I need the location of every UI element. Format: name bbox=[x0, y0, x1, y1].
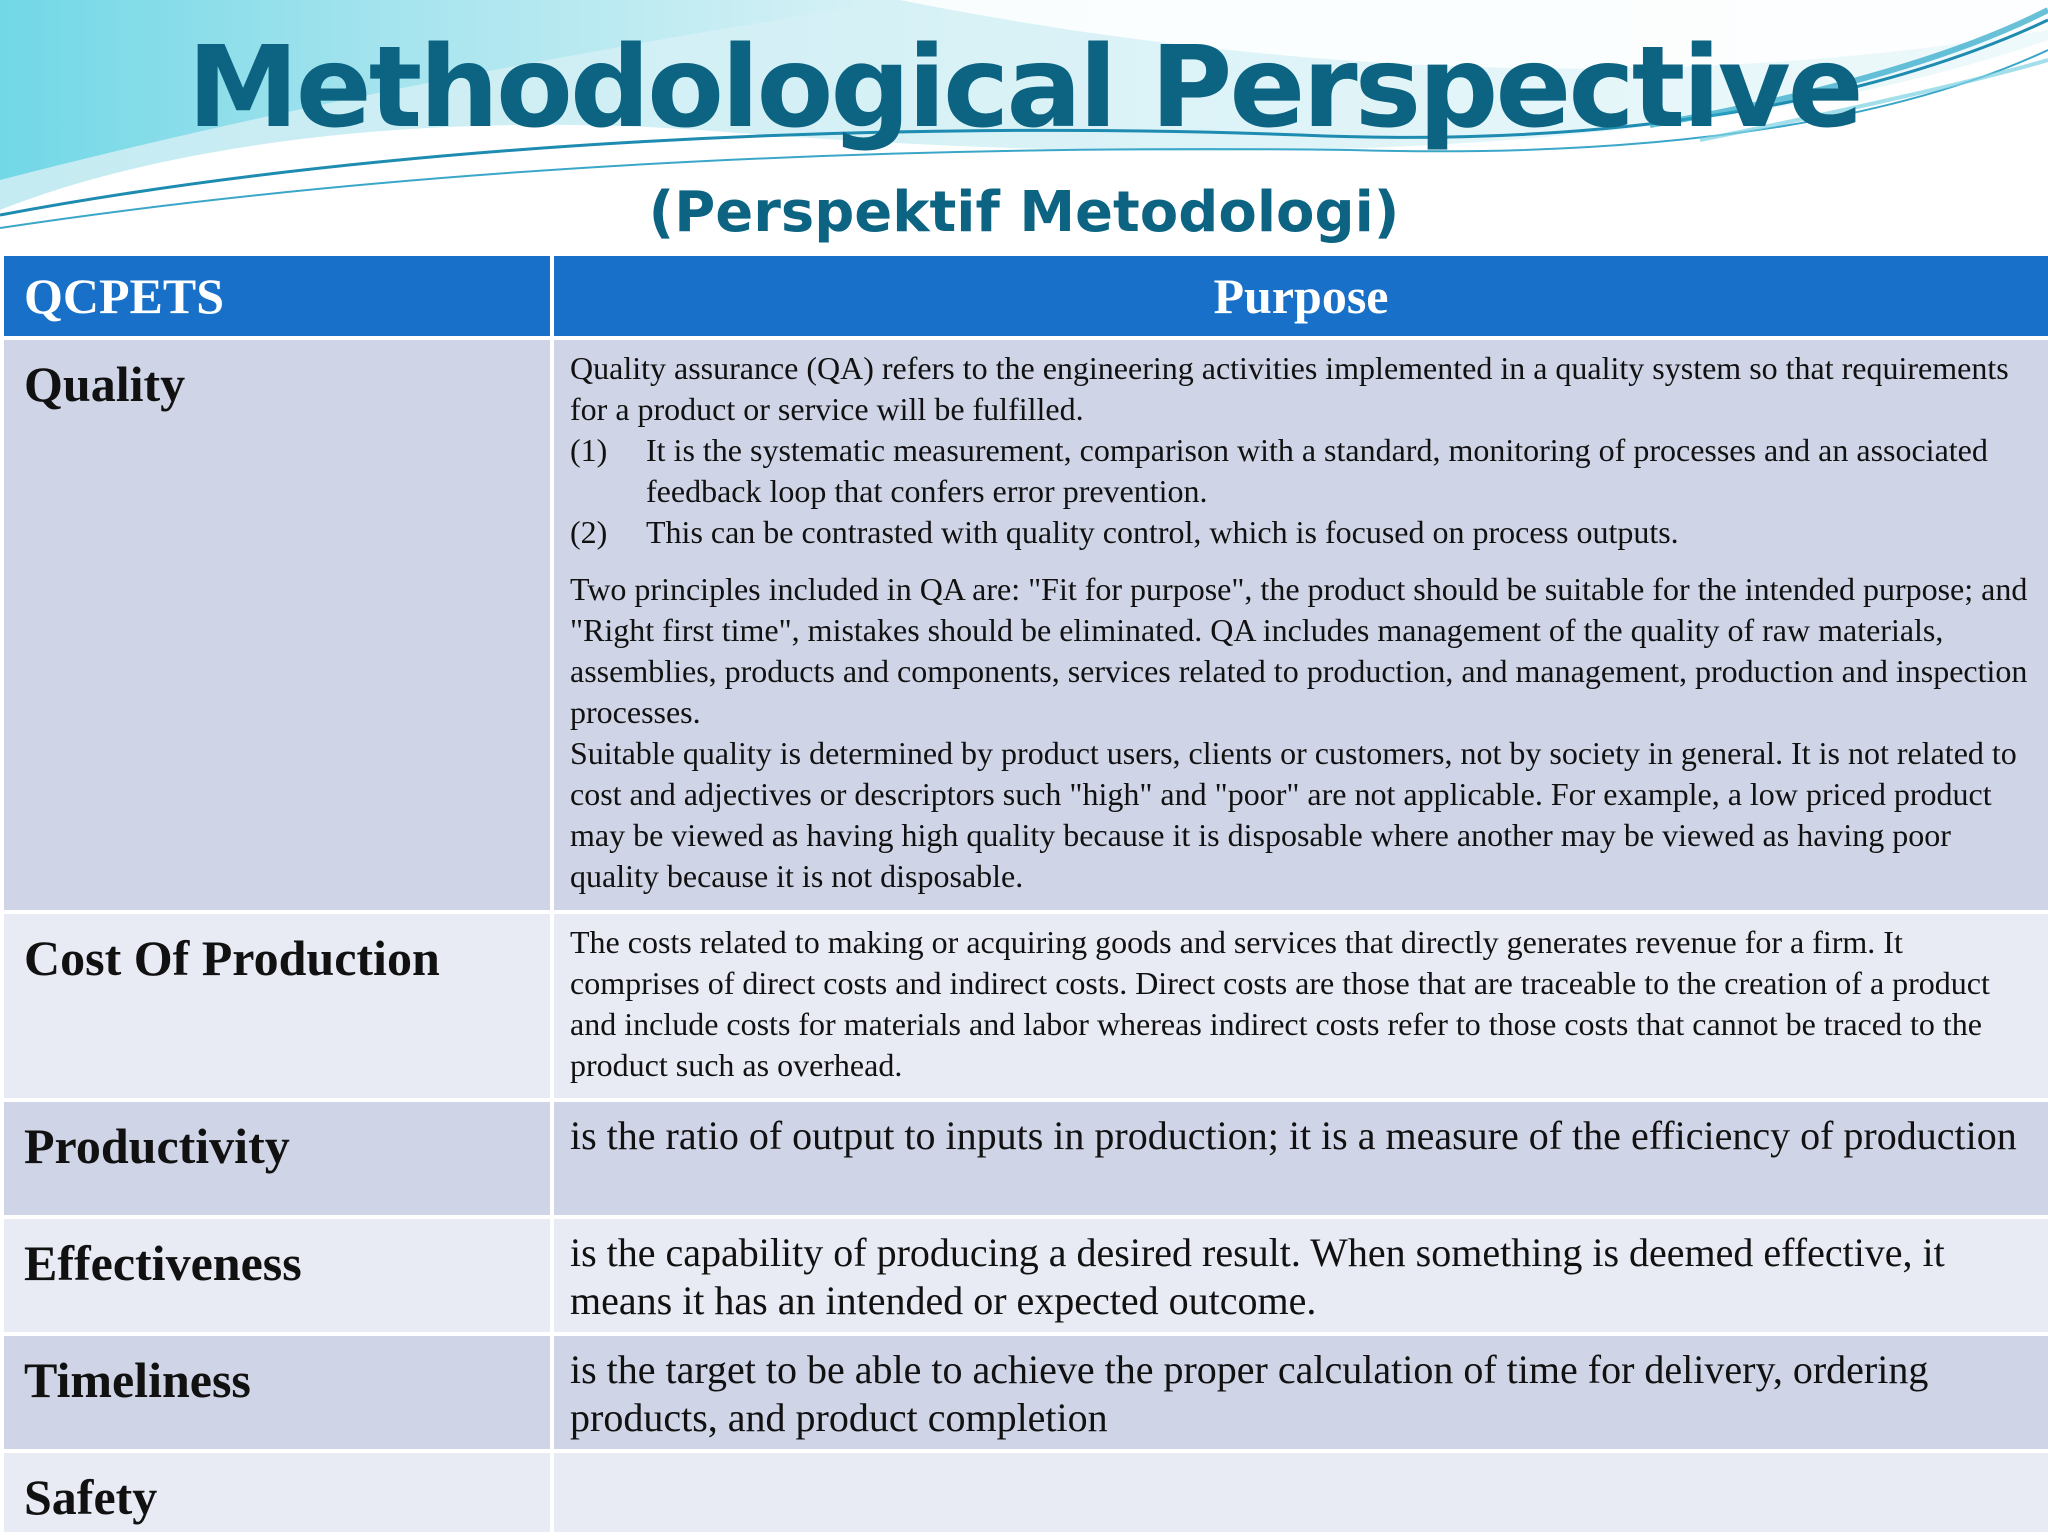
table-row-effectiveness bbox=[2, 1217, 2048, 1334]
purpose-quality bbox=[552, 338, 2048, 912]
purpose-effectiveness: is the capability of producing a desired result. When something is deemed effective, it means it has an intended or expected outcome. bbox=[552, 1217, 2048, 1334]
term-productivity: Productivity bbox=[2, 1100, 552, 1217]
list-item bbox=[570, 430, 2028, 512]
purpose-timeliness: is the target to be able to achieve the proper calculation of time for delivery, ordering products, and product completion bbox=[552, 1334, 2048, 1451]
table-header-row bbox=[2, 254, 2048, 338]
slide-subtitle: (Perspektif Metodologi) bbox=[648, 180, 1400, 245]
term-quality: Quality bbox=[2, 338, 552, 912]
list-item bbox=[570, 512, 2028, 553]
qcpets-table bbox=[0, 252, 2048, 1536]
term-cost-of-production: Cost Of Production bbox=[2, 912, 552, 1100]
point-text: It is the systematic measurement, comparison with a standard, monitoring of processes and an associated feedback loop that confers error prevention. bbox=[646, 432, 1988, 509]
term-effectiveness: Effectiveness bbox=[2, 1217, 552, 1334]
purpose-cost-of-production: The costs related to making or acquiring goods and services that directly generates revenue for a firm. It comprises of direct costs and indirect costs. Direct costs are those that are traceable to the creation of a product and include costs for materials and labor whereas indirect costs refer to those costs that cannot be traced to the product such as overhead. bbox=[552, 912, 2048, 1100]
table-row-cost bbox=[2, 912, 2048, 1100]
slide-title: Methodological Perspective bbox=[187, 23, 1861, 153]
header-qcpets: QCPETS bbox=[2, 254, 552, 338]
point-number: (1) bbox=[570, 432, 608, 468]
purpose-productivity: is the ratio of output to inputs in production; it is a measure of the efficiency of production bbox=[552, 1100, 2048, 1217]
term-timeliness: Timeliness bbox=[2, 1334, 552, 1451]
quality-intro: Quality assurance (QA) refers to the engineering activities implemented in a quality system so that requirements for a product or service will be fulfilled. bbox=[570, 350, 2009, 427]
quality-paragraph-suitable: Suitable quality is determined by product users, clients or customers, not by society in general. It is not related to cost and adjectives or descriptors such "high" and "poor" are not applicable. For example, a low priced product may be viewed as having high quality because it is disposable where another may be viewed as having poor quality because it is not disposable. bbox=[570, 735, 2017, 894]
header-purpose: Purpose bbox=[552, 254, 2048, 338]
table-row-safety bbox=[2, 1451, 2048, 1534]
quality-points-list bbox=[570, 430, 2028, 553]
table-row-productivity bbox=[2, 1100, 2048, 1217]
point-number: (2) bbox=[570, 514, 608, 550]
term-safety: Safety bbox=[2, 1451, 552, 1534]
quality-paragraph-principles: Two principles included in QA are: "Fit for purpose", the product should be suitable for the intended purpose; and "Right first time", mistakes should be eliminated. QA includes management of the quality of raw materials, assemblies, products and components, services related to production, and management, production and inspection processes. bbox=[570, 571, 2028, 730]
purpose-safety bbox=[552, 1451, 2048, 1534]
point-text: This can be contrasted with quality control, which is focused on process outputs. bbox=[646, 514, 1679, 550]
table-row-quality bbox=[2, 338, 2048, 912]
table-row-timeliness bbox=[2, 1334, 2048, 1451]
